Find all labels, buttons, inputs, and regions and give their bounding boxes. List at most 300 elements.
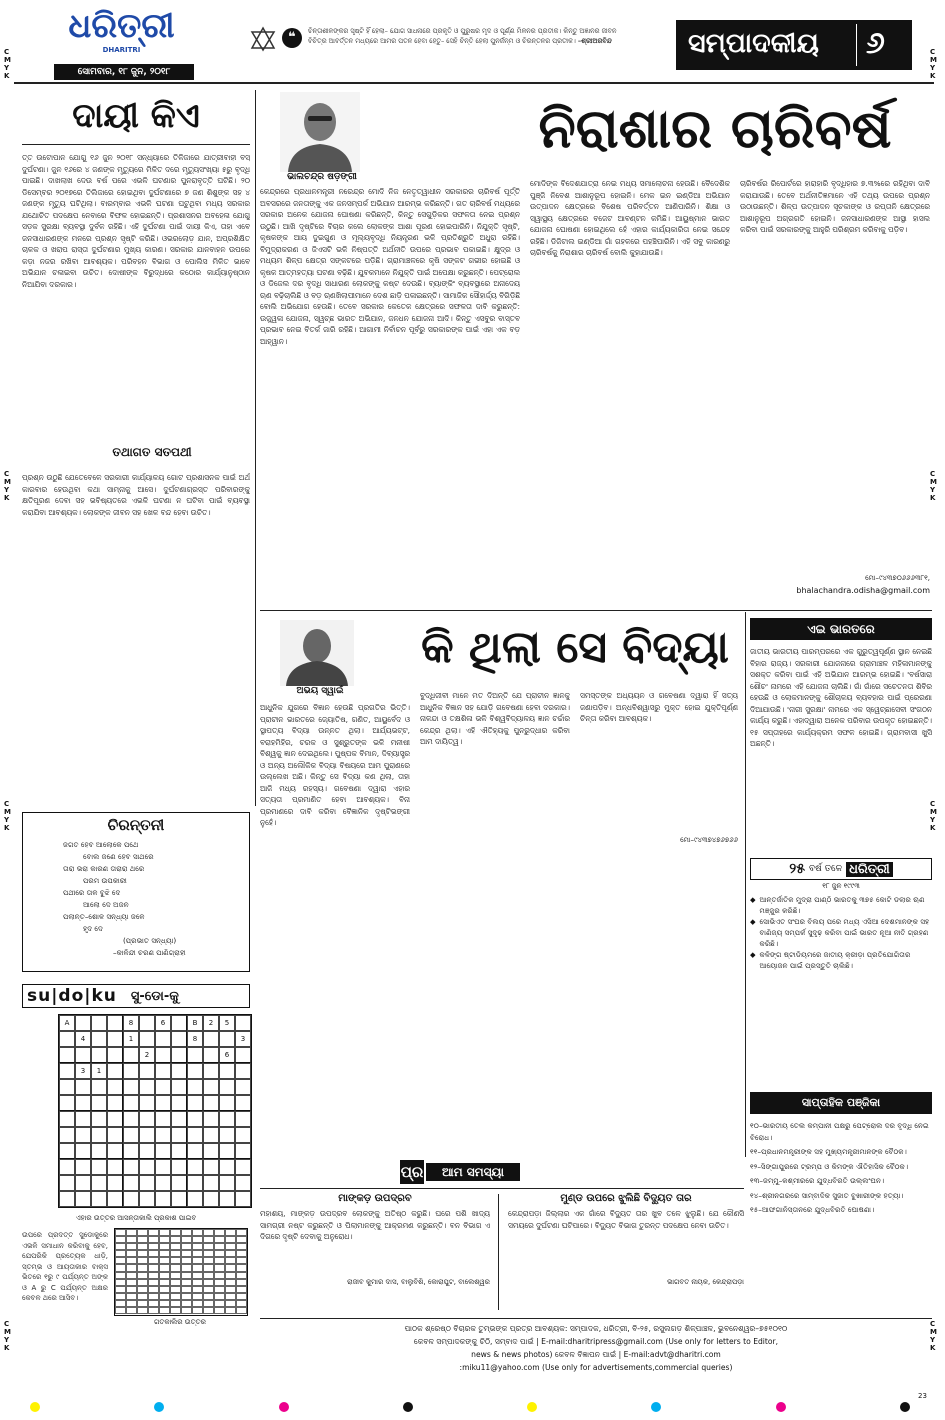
- samasya-col2-author: ଭାଗବତ ନାୟକ, କେନ୍ଦ୍ରାପଡ଼ା: [666, 1278, 744, 1286]
- sudoku-cell: [219, 1159, 235, 1175]
- sudoku-answer-cell: [214, 1300, 225, 1307]
- sudoku-cell: [123, 1175, 139, 1191]
- sudoku-answer-cell: [192, 1236, 203, 1243]
- sudoku-cell: [139, 1159, 155, 1175]
- sudoku-cell: [107, 1111, 123, 1127]
- sudoku-answer-cell: [126, 1243, 137, 1250]
- sudoku-answer-cell: [115, 1307, 126, 1314]
- sudoku-cell: [235, 1143, 251, 1159]
- sudoku-cell: [139, 1095, 155, 1111]
- sudoku-cell: [155, 1159, 171, 1175]
- footer-line: ପାଠକ ଶ୍ରେଷ୍ଠ ବିଚାରକ ତୁମ୍ଭଙ୍କ ପ୍ରତ୍ର ଆବଶ୍ୟକ: ସମ୍ପାଦକ, ଧରିତ୍ରୀ, ବି-୨୫, ରସୁଲଗଡ଼ ଶିଳ୍ପାଞ୍ଚଳ, ଭୁବନେଶ୍ୱର–୭୫୧୦୧୦: [404, 1324, 788, 1333]
- sudoku-answer-cell: [181, 1307, 192, 1314]
- footer-line: କେବଳ ସମ୍ପାଦକଙ୍କୁ ଚିଠି, ସମ୍ବାଦ ପାଇଁ | E-mail:dharitripress@gmail.com (Use only for letters to Editor,: [413, 1337, 779, 1346]
- sudoku-cell: [203, 1095, 219, 1111]
- second-body-col2: ବୁଦ୍ଧିଜୀବୀ ମାନେ ମତ ଦିଅନ୍ତି ଯେ ପ୍ରାଚୀନ ଜ୍ଞାନକୁ ଆଧୁନିକ ବିଜ୍ଞାନ ସହ ଯୋଡ଼ି ଗବେଷଣା ହେବା ଦରକାର। ନାଳନ୍ଦା ଓ ତକ୍ଷଶିଳା ଭଳି ବିଶ୍ୱବିଦ୍ୟାଳୟ ଜ୍ଞାନ ଚର୍ଚ୍ଚାର କେନ୍ଦ୍ର ଥିଲା। ଏହି ଐତିହ୍ୟକୁ ପୁନରୁଦ୍ଧାର କରିବା ଆମ ଦାୟିତ୍ୱ।: [420, 691, 570, 746]
- main-body-col3: ଚାରିବର୍ଷର ରିପୋର୍ଟରେ ହାରାହାରି ବୃଦ୍ଧିହାର ୭.୩%ରେ ରହିଥିବା ଦାବି କରାଯାଉଛି। ତେବେ ଅର୍ଥନୀତିଜ୍ଞମାନେ ଏହି ତଥ୍ୟ ଉପରେ ପ୍ରଶ୍ନ ଉଠାଉଛନ୍ତି। ଶିଳ୍ପ ଉତ୍ପାଦନ ସୂଚକାଙ୍କ ଓ ରପ୍ତାନି କ୍ଷେତ୍ରରେ ଆଶାନୁରୂପ ଅଗ୍ରଗତି ହୋଇନି। ଜନସାଧାରଣଙ୍କ ଆସ୍ଥା ହାସଲ କରିବା ପାଇଁ ସରକାରଙ୍କୁ ଆହୁରି ପରିଶ୍ରମ କରିବାକୁ ପଡ଼ିବ।: [740, 179, 930, 234]
- sudoku-cell: [59, 1191, 75, 1207]
- sudoku-cell: [139, 1031, 155, 1047]
- sudoku-answer-cell: [148, 1307, 159, 1314]
- sudoku-answer-cell: [236, 1264, 247, 1271]
- list-item: ◆ ଆନ୍ତର୍ଜାତିକ ମୁଦ୍ରା ପାଣ୍ଠି ଭାରତକୁ ୩୭୫ କୋଟି ଡଲାର ଋଣ ମଞ୍ଜୁର କରିଛି।: [750, 895, 925, 915]
- sudoku-answer-cell: [192, 1307, 203, 1314]
- sudoku-cell: [235, 1063, 251, 1079]
- editorial-body-2: ପ୍ରଶ୍ନ ଉଠୁଛି ଯେତେବେଳେ ସରକାରୀ କାର୍ଯ୍ୟାଳୟ ଗୋଟ ପ୍ରଶାସନକ ପାଇଁ ଅର୍ଥ କାରବାର ହେଉଥିବା କଥା ସାମ୍ନାକୁ ଆସେ। ଦୁର୍ଘଟଣାଗ୍ରସ୍ତ ପରିବାରଙ୍କୁ କ୍ଷତିପୂରଣ ଦେବା ସହ ଭବିଷ୍ୟତରେ ଏଭଳି ଘଟଣା ନ ଘଟିବା ପାଇଁ ବ୍ୟବସ୍ଥା କରାଯିବା ଆବଶ୍ୟକ। ଲୋକଙ୍କ ଜୀବନ ସହ ଖେଳ ବନ୍ଦ ହେବା ଉଚିତ।: [22, 473, 250, 517]
- sudoku-cell: [203, 1143, 219, 1159]
- yesteryear: [750, 858, 932, 1028]
- pull-quote-name: ତଥାଗତ ସତପଥୀ: [112, 445, 192, 459]
- sudoku-answer-cell: [181, 1243, 192, 1250]
- sudoku-answer-cell: [159, 1264, 170, 1271]
- sudoku-answer-cell: [126, 1272, 137, 1279]
- list-item: ୧୨–ସିଙ୍ଗାପୁରରେ ଟ୍ରମ୍ପ ଓ କିମଙ୍କ ଐତିହାସିକ ବୈଠକ।: [750, 1161, 909, 1171]
- sudoku-cell: [219, 1079, 235, 1095]
- sudoku-answer-cell: [170, 1293, 181, 1300]
- sudoku-note: ଏହାର ଉତ୍ତର ଆସନ୍ତାକାଲି ପ୍ରକାଶ ପାଇବ: [75, 1214, 197, 1222]
- list-item: ୧୫–ଆଫଗାନିସ୍ତାନରେ ଯୁଦ୍ଧବିରତି ଘୋଷଣା।: [750, 1205, 875, 1214]
- sudoku-cell: 1: [123, 1031, 139, 1047]
- footer-page-number: 23: [918, 1392, 927, 1400]
- samasya-col1-author: ରାଜୀବ କୁମାର ଦାସ, ବାଲୁବିଶି, କୋରାପୁଟ, ବାଲେଶ୍ୱର: [347, 1278, 490, 1286]
- main-author: ଭାଲଚନ୍ଦ୍ର ଷଡ଼ଙ୍ଗୀ: [287, 172, 357, 182]
- sudoku-cell: [187, 1175, 203, 1191]
- sudoku-answer-cell: [203, 1264, 214, 1271]
- sudoku-answer-cell: [148, 1300, 159, 1307]
- sudoku-cell: [107, 1143, 123, 1159]
- sudoku-cell: [139, 1143, 155, 1159]
- sudoku-answer-cell: [170, 1300, 181, 1307]
- sudoku-answer-cell: [236, 1286, 247, 1293]
- sudoku-cell: [219, 1191, 235, 1207]
- sudoku-cell: [75, 1159, 91, 1175]
- main-contact: ମୋ–୯୪୩୭୦୬୬୬୩୮୧,: [865, 574, 930, 582]
- sudoku-answer-cell: [225, 1300, 236, 1307]
- sudoku-answer-cell: [159, 1293, 170, 1300]
- sudoku-answer-cell: [126, 1250, 137, 1257]
- yesteryear-logo: ଧରିତ୍ରୀ: [846, 862, 893, 877]
- second-author-photo: [280, 620, 354, 686]
- sudoku-cell: 2: [139, 1047, 155, 1063]
- sudoku-answer-caption: ଗତକାଲିର ଉତ୍ତର: [154, 1318, 206, 1326]
- sudoku-answer-cell: [115, 1257, 126, 1264]
- sudoku-cell: [75, 1191, 91, 1207]
- sudoku-cell: [155, 1143, 171, 1159]
- sudoku-cell: [75, 1079, 91, 1095]
- panjika-title: ସାପ୍ତାହିକ ପଞ୍ଜିକା: [750, 1092, 932, 1114]
- sudoku-answer-cell: [170, 1243, 181, 1250]
- section-header: [676, 20, 912, 70]
- sudoku-answer-cell: [192, 1229, 203, 1236]
- sudoku-answer-cell: [214, 1257, 225, 1264]
- main-body-col2: ମୋଦିଙ୍କ ବିଦେଶଯାତ୍ରା ନେଇ ମଧ୍ୟ ସମାଲୋଚନା ହେଉଛି। ବୈଦେଶିକ ପୁଞ୍ଜି ନିବେଶ ଆଶାନୁରୂପ ହୋଇନି। ମେକ ଇନ ଇଣ୍ଡିଆ ଅଭିଯାନ ଉତ୍ପାଦନ କ୍ଷେତ୍ରରେ ବିଶେଷ ପରିବର୍ତ୍ତନ ଆଣିପାରିନି। ଶିକ୍ଷା ଓ ସ୍ୱାସ୍ଥ୍ୟ କ୍ଷେତ୍ରରେ ବଜେଟ ଆବଣ୍ଟନ କମିଛି। ଆୟୁଷ୍ମାନ ଭାରତ ଯୋଜନା ଘୋଷଣା ହୋଇଥିଲେ ହେଁ ଏହାର କାର୍ଯ୍ୟକାରିତା ନେଇ ସନ୍ଦେହ ରହିଛି। ଡିଜିଟାଲ ଇଣ୍ଡିଆ ଗାଁ ଗହଳରେ ପହଞ୍ଚିପାରିନି। ଏହି ସବୁ କାରଣରୁ ଚାରିବର୍ଷକୁ ନିରାଶାର ଚାରିବର୍ଷ ବୋଲି କୁହାଯାଉଛି।: [530, 179, 730, 257]
- sudoku-answer-cell: [159, 1300, 170, 1307]
- sudoku-title-odia: ସୁ-ଡୋ-କୁ: [130, 988, 179, 1004]
- sudoku-answer-cell: [192, 1279, 203, 1286]
- sudoku-cell: [123, 1111, 139, 1127]
- sudoku-cell: [91, 1191, 107, 1207]
- sudoku-cell: [219, 1095, 235, 1111]
- samasya-col1: [260, 1192, 490, 1310]
- sudoku-cell: [107, 1015, 123, 1031]
- list-item: ୧୪–ଶ୍ରୀନଗରରେ ସାମ୍ବାଦିକ ସୁଜାତ ବୁଖାରୀଙ୍କ ହତ୍ୟା।: [750, 1190, 904, 1200]
- sudoku-answer-cell: [181, 1300, 192, 1307]
- sudoku-cell: B: [187, 1015, 203, 1031]
- sudoku-cell: [235, 1159, 251, 1175]
- list-item: ୧୦–ଭାରତୀୟ ତେଲ କମ୍ପାନୀ ପକ୍ଷରୁ ପେଟ୍ରୋଲ ଦର ବୃଦ୍ଧି ନେଇ ବିରୋଧ।: [750, 1121, 929, 1142]
- sudoku-answer-cell: [115, 1264, 126, 1271]
- sudoku-cell: [91, 1127, 107, 1143]
- samasya-col1-title: ମାଙ୍କଡ଼ ଉପଦ୍ରବ: [338, 1193, 412, 1204]
- sudoku-cell: [91, 1159, 107, 1175]
- editorial-body: ତ୍ତ ଉଟୋପାନ ଯୋଗୁ ୧୬ ଜୁନ ୨୦୧୮ ସନ୍ଧ୍ୟାରେ ତିଳିଜାରେ ଯାତ୍ରୀବାହୀ ବସ୍ ଦୁର୍ଘଟଣା। ଜୁନ ୧୬ରେ ୪ ଜଣଙ୍କ ମୃତ୍ୟୁରେ ମିଳିତ ଦରେ ମୃତ୍ୟୁସଂଖ୍ୟା ୫ରୁ ବୃଦ୍ଧି ପାଇଛି। ଦାଖଲାଖ ଦେଉ ବର୍ଷ ପରେ ଏଭଳି ଘଟଣାର ପୁନରାବୃତ୍ତି ଘଟିଛି। ୨୦ ଡିସେମ୍ବର ୨୦୧୭ରେ ତିଲିଜାରେ ହୋଇଥିବା ଦୁର୍ଘଟଣାରେ ୭ ଜଣ ଶିଶୁଙ୍କ ସହ ୪ ଜଣଙ୍କ ମୃତ୍ୟୁ ଘଟିଥିଲା। ବାରମ୍ବାର ଏଭଳି ଘଟଣା ଘଟୁଥିବା ମଧ୍ୟ ସରକାର ଯଥୋଚିତ ପଦକ୍ଷେପ ନେବାରେ ବିଫଳ ହୋଇଛନ୍ତି। ପ୍ରଶାସନର ଅବହେଳା ଯୋଗୁ ସଡ଼କ ସୁରକ୍ଷା ବ୍ୟବସ୍ଥା ଦୁର୍ବଳ ରହିଛି। ଏହି ଦୁର୍ଘଟଣା ପାଇଁ ଦାୟୀ କିଏ, ତାହା ଏବେ ଜନସାଧାରଣଙ୍କ ମନରେ ପ୍ରଶ୍ନ ସୃଷ୍ଟି କରିଛି। ଓଭରଲୋଡ଼ ଯାନ, ଅପ୍ରଶିକ୍ଷିତ ଚାଳକ ଓ ଖରାପ ରାସ୍ତା ଦୁର୍ଘଟଣାର ମୁଖ୍ୟ କାରଣ। ସରକାର ଯାନବାହନ ଉପରେ କଡ଼ା ନଜର ରଖିବା ଆବଶ୍ୟକ। ପରିବହନ ବିଭାଗ ଓ ପୋଲିସ ମିଳିତ ଭାବେ ଅଭିଯାନ ଚଳାଇବା ଉଚିତ। ଦୋଷୀଙ୍କ ବିରୁଦ୍ଧରେ କଠୋର କାର୍ଯ୍ୟାନୁଷ୍ଠାନ ନିଆଯିବା ଦରକାର।: [22, 153, 250, 289]
- sudoku-answer-cell: [214, 1279, 225, 1286]
- pull-quote: [72, 436, 232, 468]
- samasya-col2-title: ମୁଣ୍ଡ ଉପରେ ଝୁଲିଛି ବିଦ୍ୟୁତ ତାର: [560, 1193, 692, 1204]
- sudoku-answer-cell: [203, 1250, 214, 1257]
- sudoku-cell: [139, 1111, 155, 1127]
- sudoku-answer-cell: [115, 1300, 126, 1307]
- sudoku-answer-cell: [181, 1272, 192, 1279]
- sudoku-cell: [123, 1047, 139, 1063]
- sudoku-answer-cell: [137, 1272, 148, 1279]
- sudoku-cell: [219, 1143, 235, 1159]
- sudoku-answer-cell: [148, 1279, 159, 1286]
- sudoku-answer-cell: [126, 1229, 137, 1236]
- sudoku-cell: 6: [155, 1015, 171, 1031]
- yesteryear-label: ବର୍ଷ ତଳେ: [809, 864, 843, 874]
- cmyk-mark: C M Y K: [930, 1320, 937, 1352]
- sudoku-answer-cell: [203, 1293, 214, 1300]
- sudoku-cell: [123, 1079, 139, 1095]
- sudoku-answer-cell: [214, 1229, 225, 1236]
- sudoku-answer-cell: [126, 1257, 137, 1264]
- sudoku-cell: 6: [219, 1047, 235, 1063]
- sudoku-cell: [203, 1175, 219, 1191]
- sudoku-cell: [187, 1063, 203, 1079]
- sudoku-cell: [203, 1031, 219, 1047]
- sudoku-cell: [139, 1175, 155, 1191]
- aama-samasya: [260, 1160, 744, 1310]
- weekly-panjika: [750, 1092, 932, 1330]
- sudoku-answer-cell: [203, 1243, 214, 1250]
- sudoku-answer-cell: [203, 1272, 214, 1279]
- sudoku-cell: [187, 1143, 203, 1159]
- sudoku-answer-cell: [126, 1300, 137, 1307]
- ei-bharatare: [750, 618, 932, 853]
- sudoku-answer-cell: [225, 1307, 236, 1314]
- sudoku-answer-cell: [225, 1250, 236, 1257]
- sudoku-answer-cell: [225, 1293, 236, 1300]
- panjika-list: [750, 1120, 932, 1219]
- sudoku-cell: [203, 1079, 219, 1095]
- sudoku-answer-cell: [192, 1293, 203, 1300]
- chirantani-box: [22, 812, 250, 972]
- sudoku-answer-cell: [203, 1229, 214, 1236]
- sudoku-cell: [75, 1047, 91, 1063]
- sudoku-cell: 3: [75, 1063, 91, 1079]
- sudoku-cell: [139, 1063, 155, 1079]
- sudoku-cell: [59, 1111, 75, 1127]
- sudoku-cell: [59, 1031, 75, 1047]
- yesteryear-number: ୨୫: [789, 861, 805, 877]
- sudoku-answer-cell: [159, 1229, 170, 1236]
- sudoku-answer-cell: [225, 1243, 236, 1250]
- sudoku-cell: [107, 1031, 123, 1047]
- sudoku-answer-cell: [203, 1279, 214, 1286]
- sudoku-cell: [219, 1111, 235, 1127]
- sudoku-cell: [187, 1159, 203, 1175]
- sudoku-answer-cell: [137, 1279, 148, 1286]
- logo-text-en: DHARITRI: [102, 46, 141, 54]
- sudoku-cell: [171, 1079, 187, 1095]
- sudoku-cell: [139, 1127, 155, 1143]
- sudoku-answer-cell: [159, 1272, 170, 1279]
- sudoku-cell: [123, 1159, 139, 1175]
- sudoku-cell: [107, 1063, 123, 1079]
- masthead-quote: [308, 26, 628, 46]
- main-article: [260, 88, 932, 608]
- sudoku-answer-cell: [137, 1229, 148, 1236]
- samasya-col1-body: ମହାଶୟ, ମାଙ୍କଡ଼ ଉପଦ୍ରବ ଲୋକଙ୍କୁ ଅତିଷ୍ଠ କରୁଛି। ଘରେ ପଶି ଖାଦ୍ୟ ସାମଗ୍ରୀ ନଷ୍ଟ କରୁଛନ୍ତି ଓ ପିଲାମାନଙ୍କୁ ଆକ୍ରମଣ କରୁଛନ୍ତି। ବନ ବିଭାଗ ଏ ଦିଗରେ ଦୃଷ୍ଟି ଦେବାକୁ ଅନୁରୋଧ।: [260, 1209, 490, 1241]
- section-title: ସମ୍ପାଦକୀୟ: [688, 28, 819, 59]
- logo-text: ଧରିତ୍ରୀ: [68, 6, 175, 46]
- sudoku-answer-cell: [214, 1250, 225, 1257]
- sudoku-cell: [59, 1127, 75, 1143]
- sudoku-cell: [219, 1031, 235, 1047]
- sudoku-cell: [155, 1079, 171, 1095]
- sudoku-cell: [91, 1015, 107, 1031]
- sudoku-answer-cell: [170, 1279, 181, 1286]
- footer-line: :miku11@yahoo.com (Use only for advertisements,commercial queries): [459, 1363, 733, 1372]
- sudoku-answer-cell: [170, 1286, 181, 1293]
- cmyk-mark: C M Y K: [4, 48, 11, 80]
- masthead: [14, 6, 934, 82]
- quote-author: –ଶ୍ରୀଅରବିନ୍ଦ: [577, 37, 612, 45]
- sudoku-answer-cell: [236, 1229, 247, 1236]
- sudoku-cell: [139, 1191, 155, 1207]
- sudoku-cell: [235, 1095, 251, 1111]
- sudoku-cell: [171, 1095, 187, 1111]
- sudoku-cell: [107, 1175, 123, 1191]
- yesteryear-date: ୧୮ ଜୁନ ୧୯୯୩: [822, 882, 860, 890]
- main-title: ନିରାଶାର ଚାରିବର୍ଷ: [538, 97, 892, 160]
- sudoku-cell: [91, 1047, 107, 1063]
- main-body-col1: କେନ୍ଦ୍ରରେ ପ୍ରଧାନମନ୍ତ୍ରୀ ନରେନ୍ଦ୍ର ମୋଦି ନିଜ ନେତୃତ୍ୱାଧୀନ ସରକାରର ଚାରିବର୍ଷ ପୂର୍ତ୍ତି ଅବସରରେ ଜନତାଙ୍କୁ ଏକ ଜନସମ୍ପର୍କ ଅଭିଯାନ ଆରମ୍ଭ କରିଛନ୍ତି। ଗତ ଚାରିବର୍ଷ ମଧ୍ୟରେ ସରକାର ଅନେକ ଯୋଜନା ଘୋଷଣା କରିଛନ୍ତି, କିନ୍ତୁ ସେଗୁଡ଼ିକର ସଫଳତା ନେଇ ପ୍ରଶ୍ନ ଉଠୁଛି। ଆଖି ଦୃଷ୍ଟିରେ ବିଚାର କଲେ ଲୋକଙ୍କ ଆଶା ପୂରଣ ହୋଇପାରିନି। ନିଯୁକ୍ତି ସୃଷ୍ଟି, କୃଷକଙ୍କ ଆୟ ଦୁଇଗୁଣ ଓ ମୂଲ୍ୟବୃଦ୍ଧି ନିୟନ୍ତ୍ରଣ ଭଳି ପ୍ରତିଶ୍ରୁତି ଅଧୁରା ରହିଛି। ବିମୁଦ୍ରାକରଣ ଓ ଜିଏସଟି ଭଳି ନିଷ୍ପତ୍ତି ଅର୍ଥନୀତି ଉପରେ ପ୍ରଭାବ ପକାଇଛି। କ୍ଷୁଦ୍ର ଓ ମଧ୍ୟମ ଶିଳ୍ପ କ୍ଷେତ୍ର ସଙ୍କଟରେ ପଡ଼ିଛି। ଗ୍ରାମାଞ୍ଚଳରେ କୃଷି ସଙ୍କଟ ଗଭୀର ହୋଇଛି ଓ କୃଷକ ଆତ୍ମହତ୍ୟା ଘଟଣା ବଢ଼ିଛି। ଯୁବକମାନେ ନିଯୁକ୍ତି ପାଇଁ ଅପେକ୍ଷା କରୁଛନ୍ତି। ପେଟ୍ରୋଲ ଓ ଡିଜେଲ ଦର ବୃଦ୍ଧି ସାଧାରଣ ଲୋକଙ୍କୁ କଷ୍ଟ ଦେଉଛି। ବ୍ୟାଙ୍କିଂ ବ୍ୟବସ୍ଥାରେ ଅନାଦେୟ ଋଣ ବଢ଼ିଚାଲିଛି ଓ ବଡ଼ ଋଣଖିଲାପୀମାନେ ଦେଶ ଛାଡ଼ି ପଳାଇଛନ୍ତି। ସାମାଜିକ ସୌହାର୍ଦ୍ଦ୍ୟ ବିଗିଡ଼ିଛି ବୋଲି ଅଭିଯୋଗ ହେଉଛି। ତେବେ ସରକାର କେତେକ କ୍ଷେତ୍ରରେ ସଫଳତା ଦାବି କରୁଛନ୍ତି: ଉଜ୍ଜ୍ୱଳା ଯୋଜନା, ସ୍ୱଚ୍ଛ ଭାରତ ଅଭିଯାନ, ଜନଧନ ଯୋଜନା ଆଦି। କିନ୍ତୁ ଏସବୁର ବାସ୍ତବ ପ୍ରଭାବ ନେଇ ବିତର୍କ ଜାରି ରହିଛି। ଆଗାମୀ ନିର୍ବାଚନ ପୂର୍ବରୁ ସରକାରଙ୍କ ପାଇଁ ଏହା ଏକ ବଡ଼ ଆହ୍ୱାନ।: [260, 187, 520, 346]
- sudoku-cell: [219, 1063, 235, 1079]
- sudoku-answer-cell: [192, 1300, 203, 1307]
- second-author: ଅଭୟ ସ୍ୱାଇଁ: [296, 686, 344, 696]
- sudoku-answer-cell: [181, 1293, 192, 1300]
- sudoku-cell: [75, 1015, 91, 1031]
- sudoku-cell: A: [59, 1015, 75, 1031]
- sudoku-answer-cell: [170, 1257, 181, 1264]
- sudoku-answer-cell: [192, 1250, 203, 1257]
- sudoku-answer-cell: [181, 1286, 192, 1293]
- sudoku-cell: [155, 1031, 171, 1047]
- author-photo: [280, 92, 360, 172]
- sudoku-cell: [187, 1079, 203, 1095]
- sudoku-cell: [91, 1111, 107, 1127]
- sudoku-cell: 1: [91, 1063, 107, 1079]
- page-number: ୬: [866, 26, 885, 61]
- sudoku-cell: [107, 1127, 123, 1143]
- sudoku-answer-cell: [214, 1293, 225, 1300]
- sudoku-answer-cell: [126, 1307, 137, 1314]
- sudoku-answer-cell: [159, 1279, 170, 1286]
- sudoku-answer-cell: [236, 1307, 247, 1314]
- sudoku-answer-cell: [170, 1250, 181, 1257]
- sudoku-answer-cell: [203, 1236, 214, 1243]
- sudoku-cell: [123, 1063, 139, 1079]
- sudoku-answer-cell: [115, 1272, 126, 1279]
- sudoku-answer-cell: [115, 1293, 126, 1300]
- sudoku-answer-cell: [148, 1236, 159, 1243]
- sudoku-answer-cell: [115, 1286, 126, 1293]
- sudoku-cell: [203, 1191, 219, 1207]
- second-body-col3: ସମସ୍ତଙ୍କ ଅଧ୍ୟୟନ ଓ ଗବେଷଣା ଦ୍ୱାରା ହିଁ ସତ୍ୟ ଜଣାପଡ଼ିବ। ଅନ୍ଧବିଶ୍ୱାସରୁ ମୁକ୍ତ ହୋଇ ଯୁକ୍ତିପୂର୍ଣ୍ଣ ଚିନ୍ତା କରିବା ଆବଶ୍ୟକ।: [580, 691, 738, 723]
- chirantani-title: ଚିରନ୍ତନୀ: [107, 816, 165, 834]
- sudoku-cell: [171, 1175, 187, 1191]
- sudoku-cell: [91, 1031, 107, 1047]
- cmyk-mark: C M Y K: [930, 48, 937, 80]
- sudoku-instructions: ଉପରେ ପ୍ରଦତ୍ତ ସୁଡୋକୁରେ ଏଭଳି ସମାଧାନ କରିବାକୁ ହେବ, ଯେପରିକି ପ୍ରତ୍ୟେକ ଧାଡ଼ି, ସ୍ତମ୍ଭ ଓ ଆୟତାକାର ବାକ୍ସ ଭିତରେ ୧ରୁ ୯ ପର୍ଯ୍ୟନ୍ତ ଅଙ୍କ ଓ A ରୁ C ପର୍ଯ୍ୟନ୍ତ ଅକ୍ଷର କେବଳ ଥରେ ଆସିବ।: [22, 1231, 108, 1302]
- yesteryear-header: [750, 858, 932, 880]
- sudoku-answer-cell: [192, 1243, 203, 1250]
- sudoku-answer-cell: [181, 1264, 192, 1271]
- sudoku-answer-cell: [192, 1264, 203, 1271]
- sudoku-cell: [187, 1095, 203, 1111]
- sudoku-cell: [123, 1191, 139, 1207]
- sudoku-answer-cell: [214, 1243, 225, 1250]
- date-bar: [54, 64, 194, 80]
- sudoku-cell: [171, 1063, 187, 1079]
- sudoku-cell: [59, 1159, 75, 1175]
- sudoku-answer-cell: [236, 1279, 247, 1286]
- sudoku-answer-cell: [225, 1286, 236, 1293]
- samasya-col2: [508, 1192, 744, 1310]
- ei-bharatare-title: ଏଇ ଭାରତରେ: [750, 618, 932, 640]
- sudoku-cell: [155, 1111, 171, 1127]
- sudoku-answer-cell: [203, 1257, 214, 1264]
- sudoku-cell: [59, 1047, 75, 1063]
- cmyk-mark: C M Y K: [4, 800, 11, 832]
- footer-line: news & news photos) କେବଳ ବିଜ୍ଞାପନ ପାଇଁ | E-mail:advt@dharitri.com: [471, 1350, 721, 1359]
- sudoku-answer-cell: [236, 1293, 247, 1300]
- sudoku-answer-cell: [148, 1264, 159, 1271]
- samasya-col2-body: କେନ୍ଦ୍ରାପଡ଼ା ଜିଲ୍ଲାର ଏକ ଗାଁରେ ବିଦ୍ୟୁତ ତାର ଖୁବ ତଳେ ଝୁଲୁଛି। ଯେ କୌଣସି ସମୟରେ ଦୁର୍ଘଟଣା ଘଟିପାରେ। ବିଦ୍ୟୁତ ବିଭାଗ ତୁରନ୍ତ ପଦକ୍ଷେପ ନେବା ଉଚିତ।: [508, 1209, 744, 1230]
- sudoku-cell: [187, 1127, 203, 1143]
- sudoku-cell: [155, 1175, 171, 1191]
- sudoku-cell: [187, 1111, 203, 1127]
- sudoku-cell: 4: [75, 1031, 91, 1047]
- sudoku-cell: [91, 1079, 107, 1095]
- sudoku-cell: [203, 1047, 219, 1063]
- second-title: କି ଥିଲା ସେ ବିଦ୍ୟା: [421, 622, 729, 673]
- sudoku-answer-cell: [148, 1286, 159, 1293]
- sudoku-cell: [59, 1063, 75, 1079]
- sudoku-answer-cell: [115, 1279, 126, 1286]
- sudoku-cell: [171, 1015, 187, 1031]
- cmyk-mark: C M Y K: [4, 470, 11, 502]
- sudoku-cell: [59, 1079, 75, 1095]
- sudoku-answer-cell: [236, 1236, 247, 1243]
- second-body-col1: ଆଧୁନିକ ଯୁଗରେ ବିଜ୍ଞାନ ହେଉଛି ପ୍ରଗତିର ଭିତ୍ତି। ପ୍ରାଚୀନ ଭାରତରେ ଜ୍ୟୋତିଷ, ଗଣିତ, ଆୟୁର୍ବେଦ ଓ ସ୍ଥାପତ୍ୟ ବିଦ୍ୟା ଉନ୍ନତ ଥିଲା। ଆର୍ଯ୍ୟଭଟ୍ଟ, ବରାହମିହିର, ଚରକ ଓ ସୁଶ୍ରୁତଙ୍କ ଭଳି ମନୀଷୀ ବିଶ୍ୱକୁ ଜ୍ଞାନ ଦେଇଥିଲେ। ପୁଷ୍ପକ ବିମାନ, ଦିବ୍ୟାସ୍ତ୍ର ଓ ଅନ୍ୟ ଅଲୌକିକ ବିଦ୍ୟା ବିଷୟରେ ଆମ ପୁରାଣରେ ଉଲ୍ଲେଖ ଅଛି। କିନ୍ତୁ ସେ ବିଦ୍ୟା କଣ ଥିଲା, ତାହା ଆଜି ମଧ୍ୟ ରହସ୍ୟ। ଗବେଷଣା ଦ୍ୱାରା ଏହାର ସତ୍ୟତା ପ୍ରମାଣିତ ହେବା ଆବଶ୍ୟକ। ବିନା ପ୍ରମାଣରେ ଦାବି କରିବା ବୈଜ୍ଞାନିକ ଦୃଷ୍ଟିଭଙ୍ଗୀ ନୁହେଁ।: [260, 703, 410, 827]
- sudoku-answer-cell: [203, 1307, 214, 1314]
- sudoku-cell: [187, 1191, 203, 1207]
- sudoku-cell: [203, 1111, 219, 1127]
- sudoku-answer-cell: [126, 1286, 137, 1293]
- sudoku-answer-cell: [159, 1307, 170, 1314]
- sudoku-cell: [91, 1095, 107, 1111]
- sudoku-cell: [235, 1015, 251, 1031]
- sudoku-cell: [171, 1159, 187, 1175]
- sudoku-answer-cell: [126, 1236, 137, 1243]
- cmyk-mark: C M Y K: [930, 470, 937, 502]
- sudoku-cell: [219, 1127, 235, 1143]
- sudoku-cell: [107, 1047, 123, 1063]
- ei-bharatare-body: ଜାତୀୟ ଭାରତୀୟ ପାରମ୍ପରରେ ଏକ ଗୁରୁତ୍ୱପୂର୍ଣ୍ଣ ସ୍ଥାନ ନେଇଛି ବିହାର ରାଜ୍ୟ। ସରକାରୀ ଯୋଜନାରେ ଗ୍ରାମାଞ୍ଚଳ ମହିଳାମାନଙ୍କୁ ସଶକ୍ତ କରିବା ପାଇଁ ଏହି ଅଭିଯାନ ଆରମ୍ଭ ହୋଇଛି। 'ବର୍ଷସାରା ଶୌଚ' ନାମରେ ଏହି ଯୋଜନା ଚାଲିଛି। ଗାଁ ଗାଁରେ ସଚେତନତା ଶିବିର ହେଉଛି ଓ ଲୋକମାନଙ୍କୁ ଶୌଚାଳୟ ବ୍ୟବହାର ପାଇଁ ପ୍ରେରଣା ଦିଆଯାଉଛି। 'ନାରୀ ସୁରକ୍ଷା' ନାମରେ ଏକ ସ୍ୱେଚ୍ଛାସେବୀ ସଂଗଠନ କାର୍ଯ୍ୟ କରୁଛି। ଏହାଦ୍ୱାରା ଅନେକ ପରିବାର ଉପକୃତ ହୋଇଛନ୍ତି। ୧୫ ସପ୍ତାହରେ କାର୍ଯ୍ୟକ୍ରମ ସଫଳ ହୋଇଛି। ଗ୍ରାମବାସୀ ଖୁସି ଅଛନ୍ତି।: [750, 647, 932, 748]
- sudoku-answer-cell: [225, 1279, 236, 1286]
- sudoku-cell: [171, 1047, 187, 1063]
- cmyk-mark: C M Y K: [4, 1320, 11, 1352]
- sudoku-answer-cell: [137, 1257, 148, 1264]
- samasya-icon: ପ୍ର: [400, 1160, 424, 1184]
- sudoku-answer-cell: [137, 1264, 148, 1271]
- sudoku-answer-cell: [236, 1272, 247, 1279]
- sudoku-cell: [203, 1127, 219, 1143]
- sudoku-answer-cell: [181, 1257, 192, 1264]
- sudoku-cell: [107, 1095, 123, 1111]
- sudoku-answer-cell: [236, 1257, 247, 1264]
- sudoku-answer-cell: [236, 1243, 247, 1250]
- sudoku-cell: [123, 1127, 139, 1143]
- main-email[interactable]: bhalachandra.odisha@gmail.com: [796, 586, 930, 595]
- sudoku-cell: [139, 1079, 155, 1095]
- sudoku-answer-cell: [126, 1293, 137, 1300]
- sudoku-answer-cell: [115, 1250, 126, 1257]
- sudoku-answer-cell: [126, 1264, 137, 1271]
- sudoku-answer-cell: [170, 1272, 181, 1279]
- sudoku-answer-cell: [148, 1293, 159, 1300]
- sudoku-answer-cell: [225, 1272, 236, 1279]
- list-item: ◆ କଳିଙ୍ଗ ଷ୍ଟାଡିୟମରେ ଜାତୀୟ କ୍ରୀଡ଼ା ପ୍ରତିଯୋଗିତାର ଆୟୋଜନ ପାଇଁ ପ୍ରସ୍ତୁତି ଚାଲିଛି।: [750, 950, 911, 970]
- sudoku-answer-cell: [126, 1279, 137, 1286]
- sudoku-answer-cell: [214, 1307, 225, 1314]
- sudoku-cell: 8: [187, 1031, 203, 1047]
- sudoku-answer-cell: [214, 1272, 225, 1279]
- list-item: ◆ ସୋଭିଏତ ସଂଘର ବିଲୟ ପରେ ମଧ୍ୟ ଏସିଆ ଦେଶମାନଙ୍କ ସହ ବାଣିଜ୍ୟ ସମ୍ପର୍କ ସୁଦୃଢ଼ କରିବା ପାଇଁ ଭାରତ ନୂଆ ନୀତି ଗ୍ରହଣ କରିଛି।: [750, 917, 930, 948]
- chirantani-poem: ଜଗତ ହେବ ଆଲୋକେ ପଥେ ବୋଲ ଜଣେ ହେବ ସାଥରେ ତାରା ଭରା କାରଣ ତାରାରା ଥରେ ପରମ ଉପକାରୀ ପଥୀରେ ତାଳ ବୁଝି ଦେ ଆଲୋ ଦେ ଅଜନ ପଲାନ୍ତ–ଶୋଳ ସନ୍ଧ୍ୟା ଜଳେ ହୃଦ ଦେ (ପ୍ରଭାତ ସନ୍ଧ୍ୟା) –କାଳିନ୍ଦୀ ଚରଣ ପାଣିଗ୍ରାହୀ: [63, 840, 186, 957]
- sudoku-cell: [203, 1159, 219, 1175]
- sudoku-cell: [155, 1127, 171, 1143]
- sudoku-cell: [59, 1143, 75, 1159]
- sudoku-answer-cell: [214, 1236, 225, 1243]
- sudoku-answer-cell: [170, 1307, 181, 1314]
- masthead-logo: [64, 6, 179, 54]
- sudoku-answer-cell: [159, 1236, 170, 1243]
- sudoku-cell: 8: [123, 1015, 139, 1031]
- sudoku-answer-cell: [214, 1264, 225, 1271]
- cmyk-mark: C M Y K: [930, 800, 937, 832]
- masthead-date: ସୋମବାର, ୧୮ ଜୁନ, ୨୦୧୮: [77, 67, 171, 77]
- sudoku-answer-cell: [159, 1286, 170, 1293]
- sudoku-answer-cell: [170, 1264, 181, 1271]
- sudoku-answer-cell: [203, 1286, 214, 1293]
- yesteryear-list: [750, 894, 932, 971]
- sudoku-answer-cell: [203, 1300, 214, 1307]
- sudoku-cell: [219, 1175, 235, 1191]
- sudoku-cell: [155, 1191, 171, 1207]
